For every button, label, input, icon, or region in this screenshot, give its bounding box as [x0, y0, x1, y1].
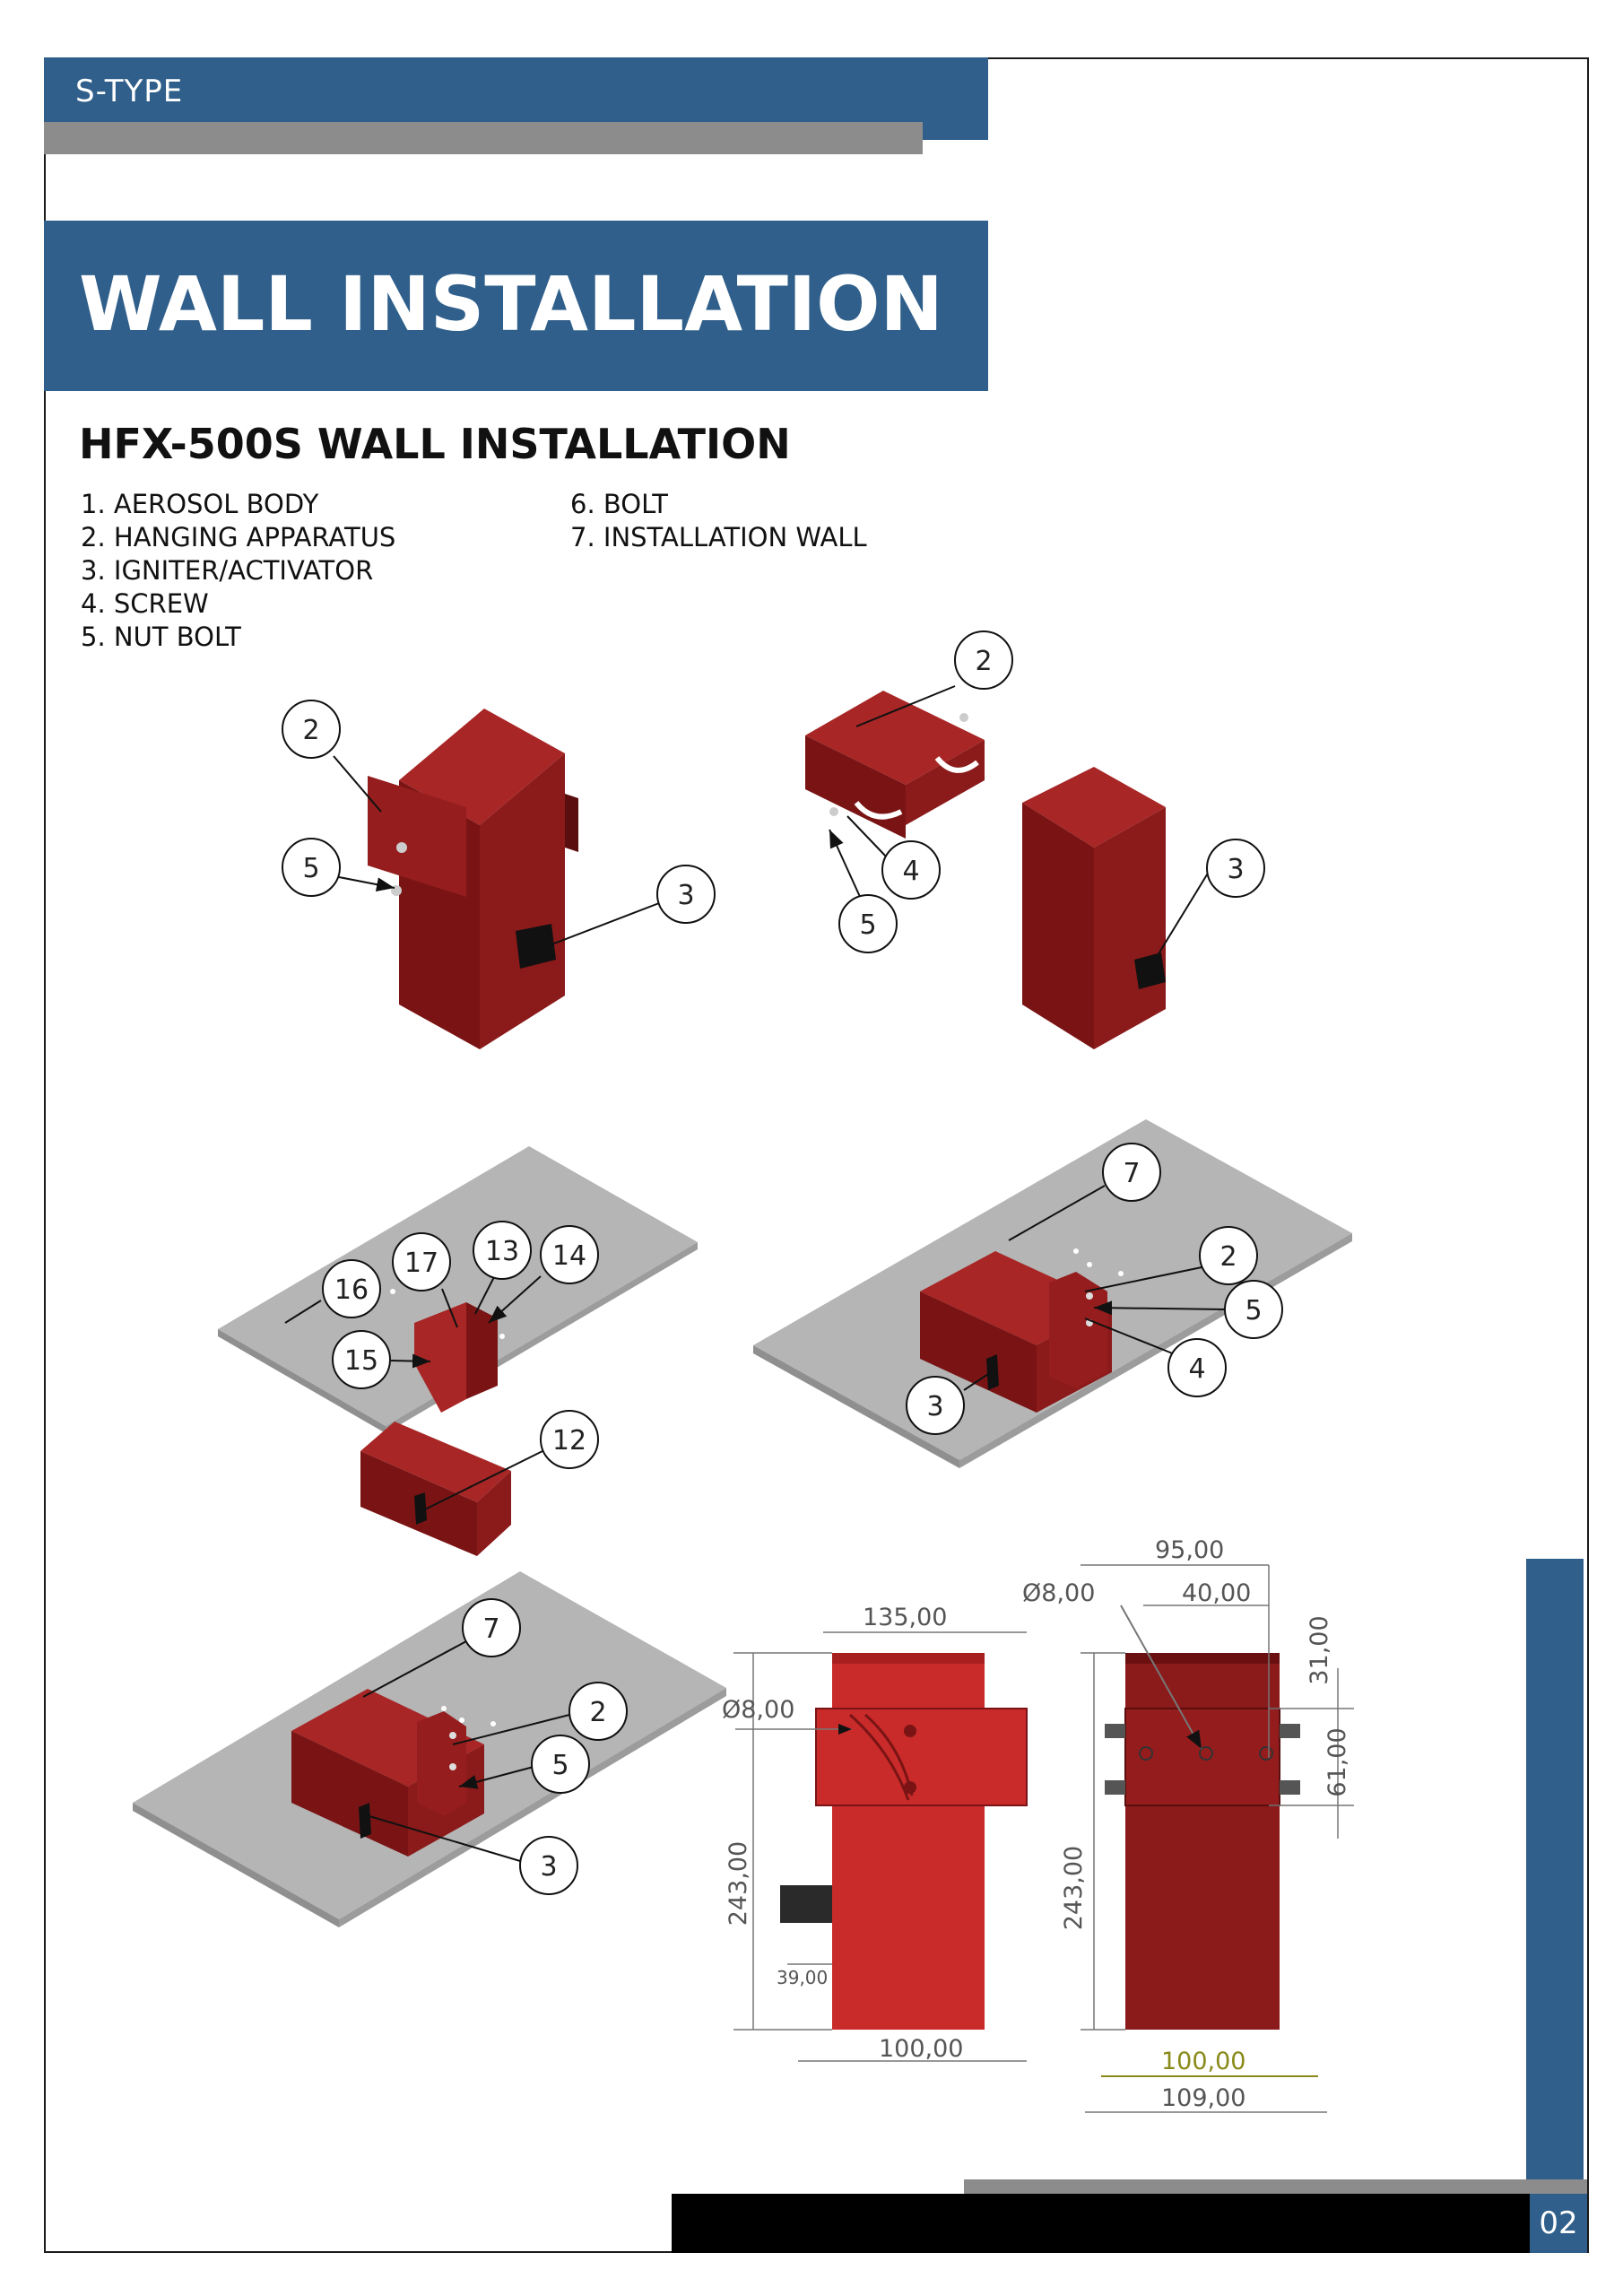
- callout-bubble: [520, 1837, 577, 1894]
- callout-number: 3: [677, 880, 695, 911]
- dim-hole-diameter: Ø8,00: [1022, 1579, 1096, 1607]
- callout-number: 15: [343, 1345, 379, 1377]
- legend-item: 4. SCREW: [81, 588, 209, 619]
- legend-item: 1. AEROSOL BODY: [81, 489, 319, 519]
- callout-bubble: [955, 631, 1012, 689]
- dim-height: 243,00: [725, 1840, 752, 1926]
- callout-bubble: [541, 1226, 598, 1283]
- callout-number: 5: [859, 909, 877, 941]
- front-dimension-view: [722, 1604, 1027, 2063]
- callout-number: 2: [302, 715, 320, 746]
- callout-bubble: [882, 841, 940, 899]
- callout-bubble: [282, 839, 340, 896]
- dim-offset: 39,00: [777, 1967, 829, 1988]
- callout-bubble: [393, 1233, 450, 1291]
- callout-number: 2: [975, 646, 993, 677]
- figure-wall-bracket: [218, 1146, 698, 1556]
- dim-outer-width: 109,00: [1161, 2084, 1246, 2112]
- footer-black-bar: [672, 2194, 1531, 2253]
- dim-width-top: 135,00: [863, 1604, 948, 1631]
- callout-bubble: [1168, 1339, 1226, 1396]
- callout-bubble: [1207, 839, 1264, 897]
- callout-number: 14: [551, 1240, 587, 1272]
- callout-bubble: [839, 895, 897, 952]
- figure-wall-mounted-bottom: [133, 1571, 726, 1927]
- figure-exploded-parts: [805, 631, 1264, 1049]
- dim-hole-diameter: Ø8,00: [722, 1696, 795, 1724]
- callout-bubble: [657, 865, 715, 923]
- callout-bubble: [569, 1683, 627, 1740]
- legend-item: 3. IGNITER/ACTIVATOR: [81, 555, 374, 586]
- callout-number: 2: [1219, 1241, 1237, 1273]
- page-title: WALL INSTALLATION: [79, 260, 943, 348]
- dim-inner-width: 100,00: [1161, 2048, 1246, 2075]
- callout-number: 3: [540, 1851, 558, 1883]
- callout-number: 5: [1245, 1295, 1263, 1326]
- legend-item: 7. INSTALLATION WALL: [570, 522, 867, 552]
- callout-bubble: [323, 1260, 380, 1318]
- callout-bubble: [1103, 1144, 1160, 1201]
- callout-number: 12: [551, 1425, 587, 1457]
- callout-number: 3: [926, 1391, 944, 1422]
- callout-bubble: [1200, 1227, 1257, 1284]
- callout-number: 17: [404, 1248, 439, 1279]
- dim-bracket-height: 61,00: [1324, 1727, 1351, 1797]
- callout-number: 2: [589, 1697, 607, 1728]
- callout-bubble: [473, 1222, 531, 1279]
- callout-number: 5: [302, 853, 320, 884]
- dim-hole-spacing: 40,00: [1182, 1579, 1252, 1607]
- callout-number: 16: [334, 1274, 369, 1306]
- callout-bubble: [541, 1411, 598, 1468]
- dim-height: 243,00: [1060, 1845, 1088, 1931]
- legend-item: 2. HANGING APPARATUS: [81, 522, 396, 552]
- callout-number: 7: [482, 1613, 500, 1645]
- dim-overall-width: 95,00: [1155, 1536, 1225, 1564]
- callout-number: 7: [1123, 1158, 1141, 1189]
- callout-bubble: [282, 700, 340, 758]
- figure-wall-mounted-top: [753, 1119, 1352, 1468]
- section-subtitle: HFX-500S WALL INSTALLATION: [79, 420, 791, 468]
- legend-item: 6. BOLT: [570, 489, 668, 519]
- dim-top-offset: 31,00: [1306, 1615, 1333, 1685]
- callout-number: 5: [551, 1750, 569, 1781]
- callout-bubble: [1225, 1281, 1282, 1338]
- side-accent-bar: [1526, 1559, 1584, 2205]
- side-dimension-view: [1022, 1536, 1354, 2112]
- callout-number: 4: [1188, 1353, 1206, 1385]
- series-label: S-TYPE: [75, 74, 184, 109]
- callout-number: 4: [902, 856, 920, 887]
- callout-bubble: [532, 1735, 589, 1793]
- callout-bubble: [907, 1377, 964, 1434]
- dim-width-bottom: 100,00: [879, 2035, 964, 2063]
- callout-bubble: [463, 1599, 520, 1657]
- callout-bubble: [333, 1331, 390, 1388]
- page-number: 02: [1530, 2194, 1587, 2253]
- legend-item: 5. NUT BOLT: [81, 622, 241, 652]
- figure-assembled-unit: [282, 700, 715, 1049]
- callout-number: 13: [484, 1236, 520, 1267]
- callout-number: 3: [1227, 854, 1245, 885]
